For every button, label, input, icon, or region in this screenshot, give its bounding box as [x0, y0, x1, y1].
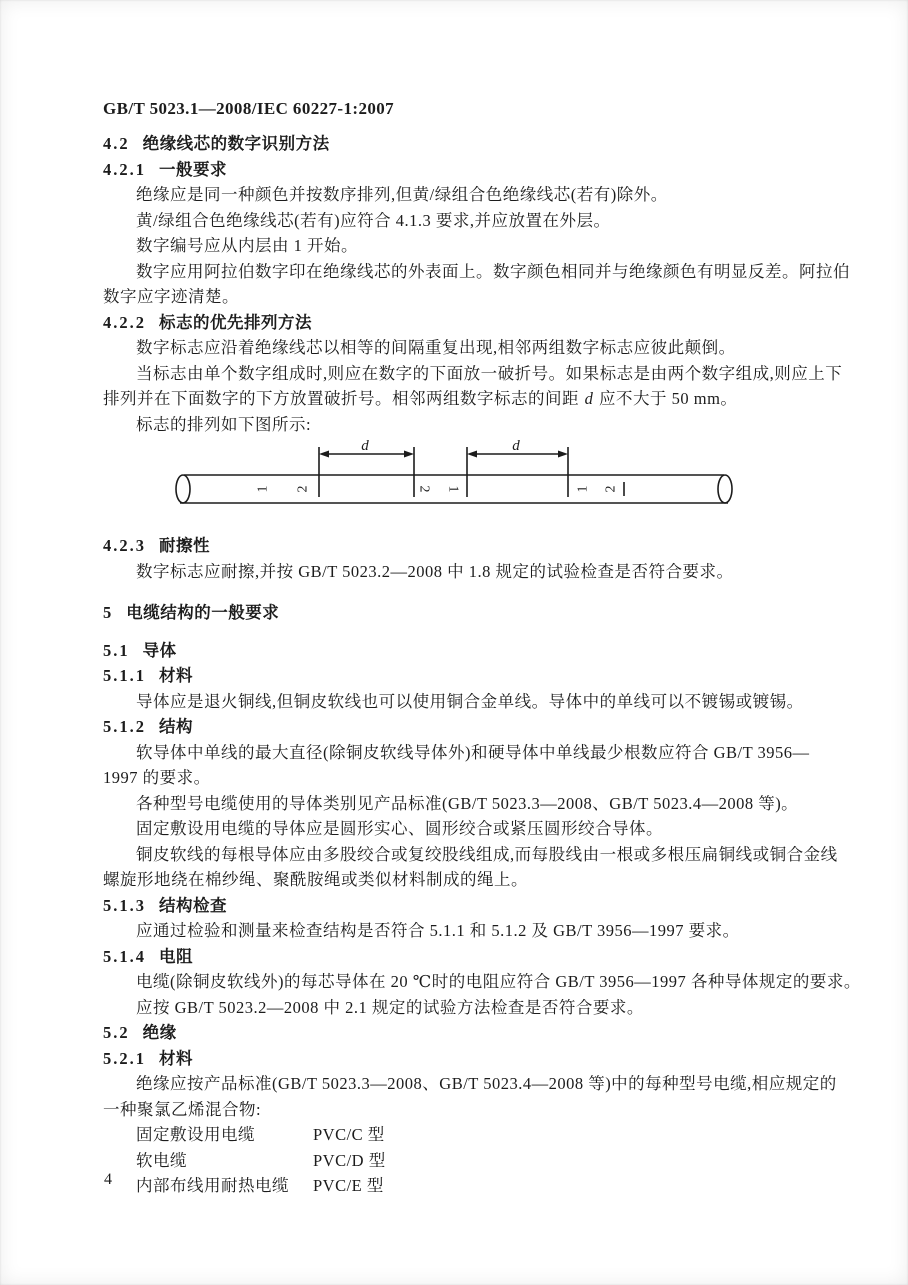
paragraph-text: 应不大于 50 mm。	[594, 389, 738, 408]
paragraph-line: 螺旋形地绕在棉纱绳、聚酰胺绳或类似材料制成的绳上。	[103, 870, 528, 889]
distance-label-d: d	[361, 439, 369, 454]
arrowhead-left	[319, 451, 329, 458]
section-heading-5-1	[103, 638, 835, 664]
pvc-list-item	[103, 1148, 835, 1174]
section-title: 导体	[142, 640, 177, 660]
cable-marking-figure	[167, 439, 835, 519]
page-number: 4	[104, 1171, 112, 1188]
paragraph-text: 排列并在下面数字的下方放置破折号。相邻两组数字标志的间距	[103, 389, 584, 408]
variable-d: d	[584, 389, 594, 408]
paragraph-line: 绝缘应是同一种颜色并按数序排列,但黄/绿组合色绝缘线芯(若有)除外。	[136, 185, 668, 204]
section-heading-5-1-4	[103, 944, 835, 970]
arrowhead-left	[467, 451, 477, 458]
mark-digit: 1	[255, 485, 271, 493]
mark-digit: 1	[445, 485, 461, 493]
cable-left-end	[176, 475, 190, 503]
paragraph-line: 当标志由单个数字组成时,则应在数字的下面放一破折号。如果标志是由两个数字组成,则应上下	[136, 363, 843, 383]
pvc-type: PVC/D 型	[313, 1150, 386, 1170]
section-heading-5-1-1	[103, 663, 835, 689]
section-heading-4-2-3	[103, 533, 835, 559]
mark-digit: 2	[295, 485, 311, 493]
paragraph-line: 数字应字迹清楚。	[103, 287, 239, 306]
section-heading-5-2	[103, 1020, 835, 1046]
paragraph-line: 应通过检验和测量来检查结构是否符合 5.1.1 和 5.1.2 及 GB/T 3956—1997 要求。	[136, 921, 740, 940]
cable-diagram	[167, 439, 745, 519]
section-number: 5.1.2	[103, 717, 146, 736]
pvc-list-item	[103, 1122, 835, 1148]
section-heading-5-1-3	[103, 893, 835, 919]
cable-right-end	[718, 475, 732, 503]
section-number: 5	[103, 603, 114, 622]
section-title: 耐擦性	[159, 536, 210, 555]
paragraph-line	[103, 386, 835, 412]
distance-label-d: d	[512, 439, 520, 454]
cable-category: 软电缆	[136, 1150, 187, 1170]
section-number: 4.2.3	[103, 536, 146, 555]
section-title: 结构	[159, 717, 193, 736]
pvc-type: PVC/C 型	[313, 1125, 385, 1144]
mark-digit: 1	[575, 485, 591, 493]
section-heading-4-2	[103, 131, 835, 157]
paragraph-line: 数字标志应沿着绝缘线芯以相等的间隔重复出现,相邻两组数字标志应彼此颠倒。	[136, 338, 736, 357]
paragraph-line: 一种聚氯乙烯混合物:	[103, 1099, 262, 1119]
section-heading-4-2-2	[103, 310, 835, 336]
section-title: 标志的优先排列方法	[159, 312, 312, 332]
section-number: 5.2	[103, 1023, 130, 1042]
paragraph-line: 数字编号应从内层由 1 开始。	[136, 236, 358, 255]
section-number: 4.2.2	[103, 312, 146, 332]
section-number: 5.2.1	[103, 1048, 146, 1068]
section-number: 5.1.3	[103, 895, 146, 915]
pvc-list-item	[103, 1173, 835, 1199]
mark-digit: 2	[603, 485, 619, 493]
paragraph-line: 1997 的要求。	[103, 768, 211, 787]
section-title: 一般要求	[159, 159, 227, 179]
section-title: 绝缘线芯的数字识别方法	[142, 134, 330, 153]
section-number: 4.2	[103, 134, 130, 153]
page-header-standard-number: GB/T 5023.1—2008/IEC 60227-1:2007	[103, 99, 395, 118]
section-title: 材料	[159, 666, 193, 685]
section-heading-5-1-2	[103, 714, 835, 740]
paragraph-line: 铜皮软线的每根导体应由多股绞合或复绞股线组成,而每股线由一根或多根压扁铜线或铜合金线	[136, 844, 838, 864]
cable-category: 固定敷设用电缆	[136, 1125, 255, 1144]
section-title: 绝缘	[142, 1023, 177, 1042]
section-title: 结构检查	[159, 895, 227, 915]
paragraph-line: 标志的排列如下图所示:	[136, 414, 312, 434]
mark-digit: 2	[416, 485, 432, 493]
arrowhead-right	[404, 451, 414, 458]
section-heading-5	[103, 600, 835, 626]
paragraph-line: 导体应是退火铜线,但铜皮软线也可以使用铜合金单线。导体中的单线可以不镀锡或镀锡。	[136, 691, 804, 711]
paragraph-line: 固定敷设用电缆的导体应是圆形实心、圆形绞合或紧压圆形绞合导体。	[136, 819, 663, 838]
arrowhead-right	[558, 451, 568, 458]
paragraph-line: 黄/绿组合色绝缘线芯(若有)应符合 4.1.3 要求,并应放置在外层。	[136, 210, 611, 230]
section-number: 4.2.1	[103, 159, 146, 179]
section-number: 5.1	[103, 640, 130, 660]
paragraph-line: 数字应用阿拉伯数字印在绝缘线芯的外表面上。数字颜色相同并与绝缘颜色有明显反差。阿拉伯	[136, 261, 850, 281]
pvc-type: PVC/E 型	[313, 1176, 384, 1195]
section-number: 5.1.4	[103, 946, 146, 966]
section-title: 电阻	[159, 946, 193, 966]
paragraph-line: 应按 GB/T 5023.2—2008 中 2.1 规定的试验方法检查是否符合要求。	[136, 997, 644, 1017]
paragraph-line: 绝缘应按产品标准(GB/T 5023.3—2008、GB/T 5023.4—2008 等)中的每种型号电缆,相应规定的	[136, 1074, 837, 1093]
paragraph-line: 电缆(除铜皮软线外)的每芯导体在 20 ℃时的电阻应符合 GB/T 3956—1997 各种导体规定的要求。	[136, 972, 861, 991]
section-heading-5-2-1	[103, 1046, 835, 1072]
paragraph-line: 各种型号电缆使用的导体类别见产品标准(GB/T 5023.3—2008、GB/T 5023.4—2008 等)。	[136, 793, 799, 813]
paragraph-line: 软导体中单线的最大直径(除铜皮软线导体外)和硬导体中单线最少根数应符合 GB/T 3956—	[136, 742, 810, 762]
document-content	[103, 131, 861, 1199]
section-title: 材料	[159, 1048, 193, 1068]
cable-category: 内部布线用耐热电缆	[136, 1176, 289, 1195]
section-heading-4-2-1	[103, 157, 835, 183]
section-title: 电缆结构的一般要求	[126, 603, 280, 622]
paragraph-line: 数字标志应耐擦,并按 GB/T 5023.2—2008 中 1.8 规定的试验检查是否符合要求。	[136, 561, 734, 581]
section-number: 5.1.1	[103, 666, 146, 685]
